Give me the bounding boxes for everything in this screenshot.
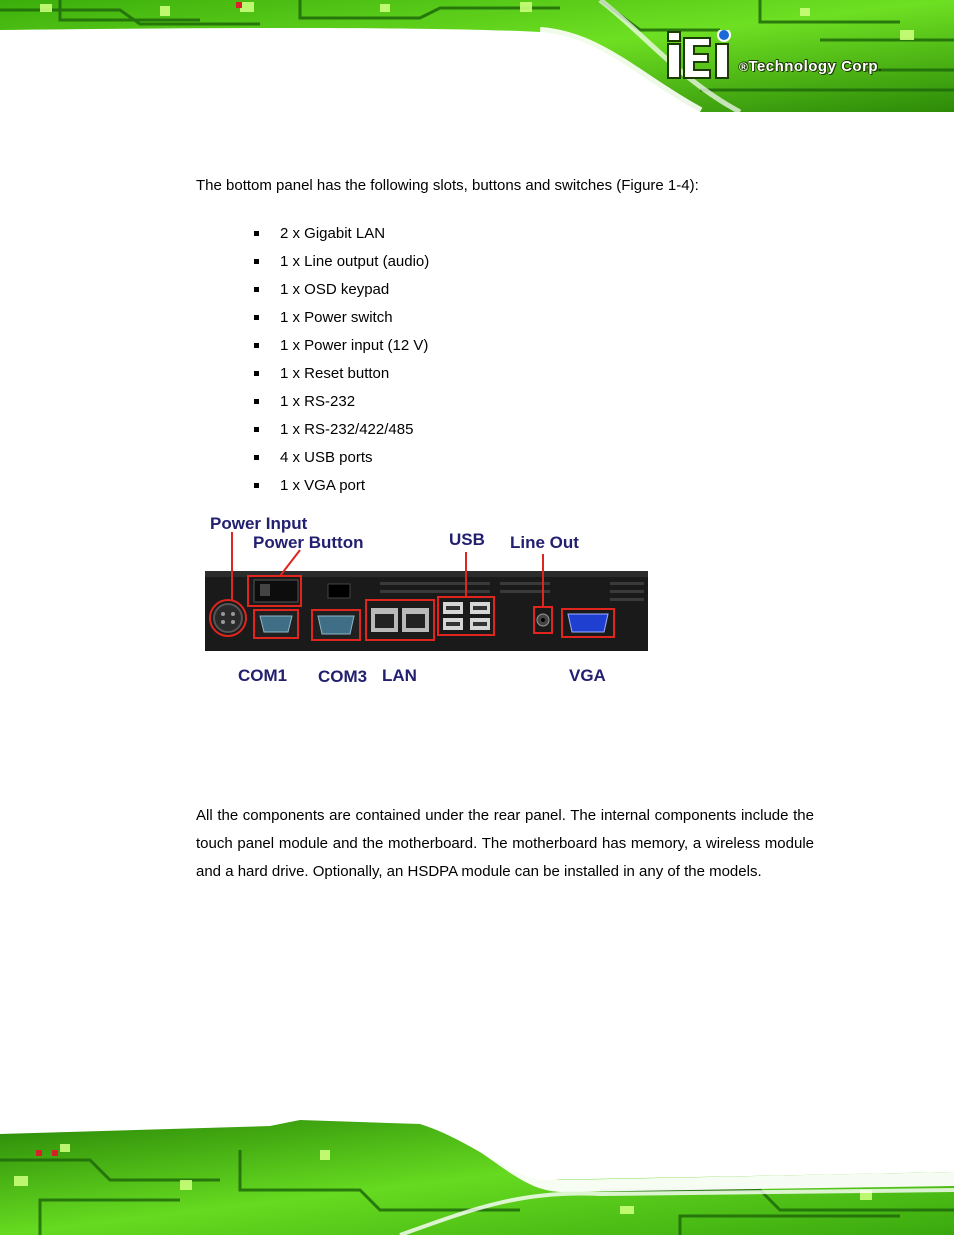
bullet-square-icon	[254, 483, 259, 488]
company-name	[739, 58, 882, 75]
bullet-square-icon	[254, 287, 259, 292]
list-item-text: 1 x RS-232/422/485	[280, 421, 414, 438]
bullet-square-icon	[254, 455, 259, 460]
list-item	[254, 364, 429, 392]
list-item-text: 4 x USB ports	[280, 449, 373, 466]
intro-paragraph: The bottom panel has the following slots, buttons and switches (Figure 1-4):	[196, 177, 699, 194]
internal-components-paragraph: All the components are contained under the rear panel. The internal components include the touch panel module and the motherboard. The motherboard has memory, a wireless module and a hard drive. Optionally, an HSDPA module can be installed in any of the models.	[196, 807, 814, 880]
list-item	[254, 252, 429, 280]
bullet-square-icon	[254, 399, 259, 404]
list-item-text: 1 x Line output (audio)	[280, 253, 430, 270]
com1-label: COM1	[238, 666, 288, 685]
list-item	[254, 476, 429, 504]
bottom-panel-feature-list	[254, 224, 429, 504]
list-item	[254, 224, 429, 252]
footer-circuit-banner	[0, 1120, 954, 1235]
bullet-square-icon	[254, 315, 259, 320]
vga-label: VGA	[569, 666, 606, 685]
list-item	[254, 308, 429, 336]
list-item-text: 1 x OSD keypad	[280, 281, 390, 298]
power-button-label: Power Button	[253, 533, 364, 552]
com3-label: COM3	[318, 667, 368, 686]
bullet-square-icon	[254, 371, 259, 376]
list-item-text: 1 x Power input (12 V)	[280, 337, 429, 354]
list-item	[254, 420, 429, 448]
power-input-label: Power Input	[210, 514, 308, 533]
list-item	[254, 392, 429, 420]
bullet-square-icon	[254, 231, 259, 236]
list-item-text: 1 x VGA port	[280, 477, 366, 494]
list-item-text: 1 x RS-232	[280, 393, 356, 410]
list-item	[254, 448, 429, 476]
list-item	[254, 280, 429, 308]
usb-label: USB	[449, 530, 485, 549]
list-item	[254, 336, 429, 364]
list-item-text: 2 x Gigabit LAN	[280, 225, 386, 242]
bullet-square-icon	[254, 427, 259, 432]
line-out-label: Line Out	[510, 533, 579, 552]
list-item-text: 1 x Reset button	[280, 365, 390, 382]
registered-mark: ®	[739, 60, 749, 74]
list-item-text: 1 x Power switch	[280, 309, 393, 326]
bottom-panel-figure	[200, 510, 660, 692]
bullet-square-icon	[254, 259, 259, 264]
bullet-square-icon	[254, 343, 259, 348]
lan-label: LAN	[382, 666, 417, 685]
company-name-dot: .	[878, 59, 883, 74]
company-name-text: Technology Corp	[748, 58, 879, 75]
